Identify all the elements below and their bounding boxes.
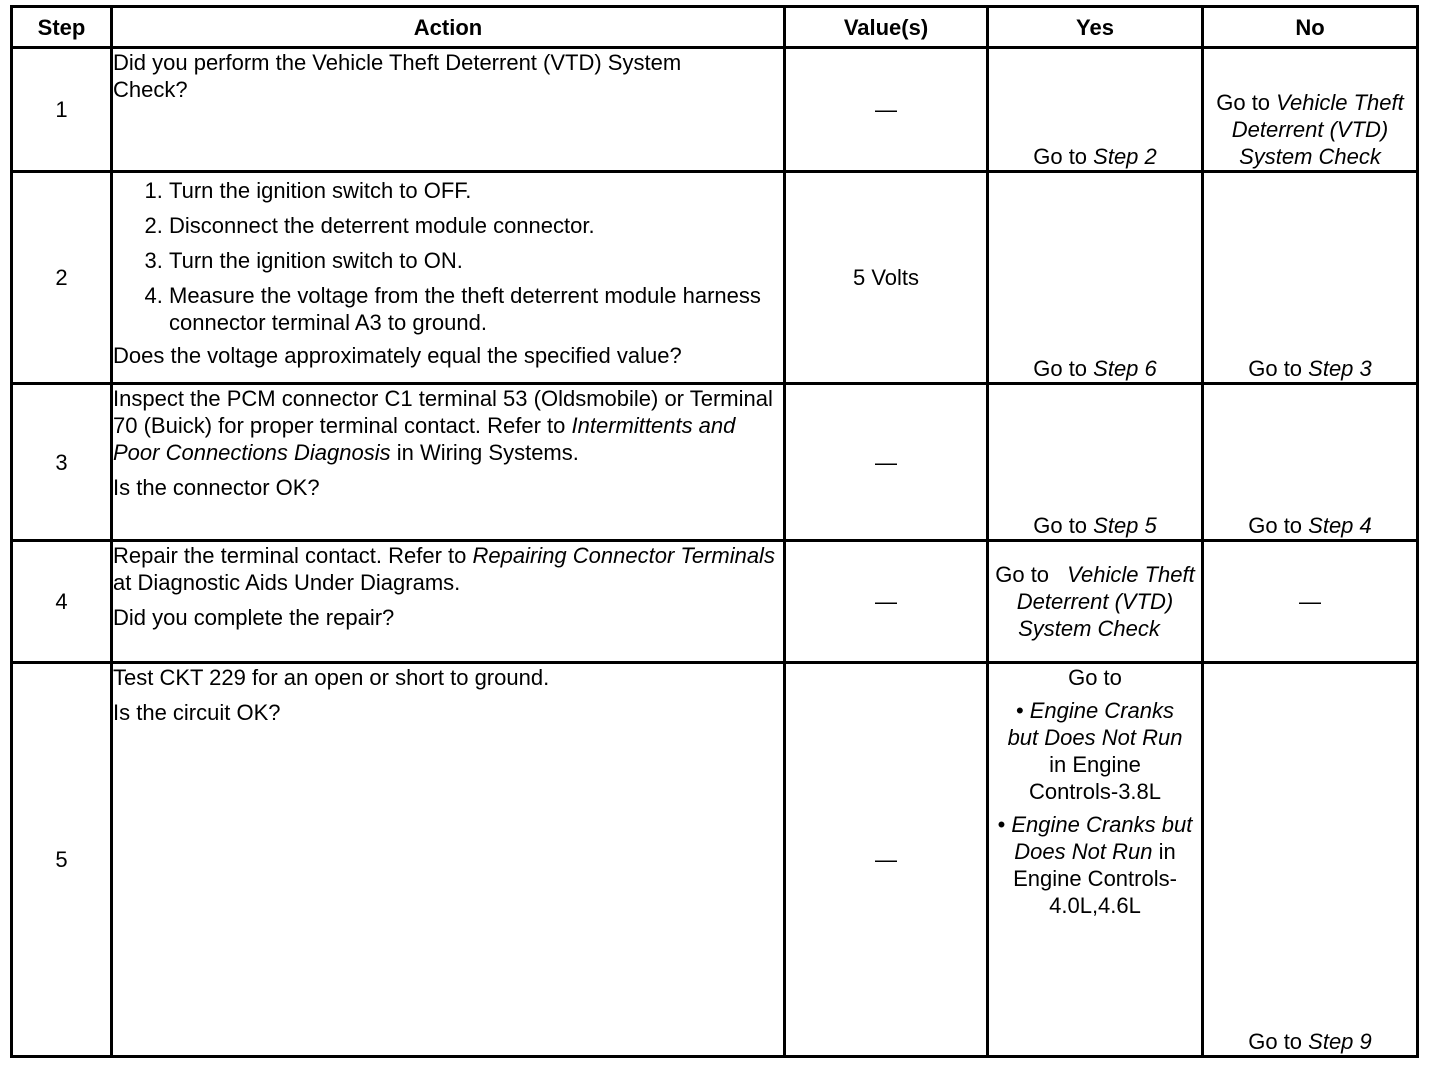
no-link[interactable]: Step 4 xyxy=(1308,513,1372,538)
action-text-pre: Inspect the PCM connector C1 terminal 53 (Oldsmobile) or Terminal 70 (Buick) for proper terminal contact. Refer to xyxy=(113,386,773,438)
action-cell xyxy=(112,541,785,663)
question-text: Is the circuit OK? xyxy=(113,700,281,725)
no-prefix: Go to xyxy=(1248,1029,1309,1054)
no-cell xyxy=(1203,384,1418,541)
question-text: Did you complete the repair? xyxy=(113,605,395,630)
header-step: Step xyxy=(12,7,112,48)
yes-prefix: Go to xyxy=(1068,665,1122,690)
yes-cell xyxy=(988,172,1203,384)
no-prefix: Go to xyxy=(1248,356,1309,381)
no-cell: — xyxy=(1203,541,1418,663)
yes-prefix: Go to xyxy=(1033,356,1094,381)
yes-goto-list xyxy=(989,697,1201,919)
step-number: 4 xyxy=(12,541,112,663)
header-no: No xyxy=(1203,7,1418,48)
no-cell xyxy=(1203,172,1418,384)
table-row xyxy=(12,172,1418,384)
step-number: 3 xyxy=(12,384,112,541)
header-values: Value(s) xyxy=(785,7,988,48)
procedure-step: 1. Turn the ignition switch to OFF. xyxy=(169,177,783,204)
bullet-icon: • xyxy=(997,812,1006,837)
goto-item xyxy=(989,697,1201,805)
no-link[interactable]: Step 9 xyxy=(1308,1029,1372,1054)
table-row xyxy=(12,541,1418,663)
yes-prefix: Go to xyxy=(1033,513,1094,538)
value-cell: — xyxy=(785,48,988,172)
action-text-post: at Diagnostic Aids Under Diagrams. xyxy=(113,570,461,595)
no-prefix: Go to xyxy=(1248,513,1309,538)
yes-cell xyxy=(988,541,1203,663)
yes-link[interactable]: Step 6 xyxy=(1093,356,1157,381)
no-prefix: Go to xyxy=(1216,90,1277,115)
table-row xyxy=(12,48,1418,172)
action-cell xyxy=(112,48,785,172)
procedure-step: 2. Disconnect the deterrent module connector. xyxy=(169,212,783,239)
header-action: Action xyxy=(112,7,785,48)
action-text: Did you perform the Vehicle Theft Deterrent (VTD) System Check? xyxy=(113,50,682,102)
value-cell: — xyxy=(785,384,988,541)
action-cell xyxy=(112,384,785,541)
action-text: Test CKT 229 for an open or short to ground. xyxy=(113,665,550,690)
reference-link[interactable]: Repairing Connector Terminals xyxy=(472,543,775,568)
reference-link[interactable]: Intermittents and Poor Connections Diagnosis xyxy=(113,413,736,465)
yes-link[interactable]: Step 5 xyxy=(1093,513,1157,538)
value-cell: 5 Volts xyxy=(785,172,988,384)
goto-item xyxy=(989,811,1201,919)
value-cell: — xyxy=(785,663,988,1057)
action-text-pre: Repair the terminal contact. Refer to xyxy=(113,543,473,568)
no-cell xyxy=(1203,663,1418,1057)
no-link[interactable]: Vehicle Theft Deterrent (VTD) System Check xyxy=(1231,90,1404,169)
step-number: 2 xyxy=(12,172,112,384)
action-text xyxy=(113,542,783,596)
step-number: 5 xyxy=(12,663,112,1057)
table-row xyxy=(12,663,1418,1057)
action-text-post: in Wiring Systems. xyxy=(390,440,579,465)
yes-cell xyxy=(988,48,1203,172)
yes-prefix: Go to xyxy=(995,562,1056,587)
yes-prefix: Go to xyxy=(1033,144,1094,169)
yes-link[interactable]: Step 2 xyxy=(1093,144,1157,169)
step-number: 1 xyxy=(12,48,112,172)
header-yes: Yes xyxy=(988,7,1203,48)
action-text xyxy=(113,385,783,466)
diagnostic-table xyxy=(10,5,1419,1058)
yes-suffix: in Engine Controls-3.8L xyxy=(1028,752,1162,804)
procedure-step: 4. Measure the voltage from the theft deterrent module harness connector terminal A3 to ground. xyxy=(169,282,783,336)
procedure-step: 3. Turn the ignition switch to ON. xyxy=(169,247,783,274)
yes-link[interactable]: Vehicle Theft Deterrent (VTD) System Check xyxy=(1016,562,1195,641)
question-text: Is the connector OK? xyxy=(113,475,320,500)
header-row xyxy=(12,7,1418,48)
bullet-icon: • xyxy=(1015,698,1024,723)
question-text: Does the voltage approximately equal the specified value? xyxy=(113,343,682,368)
action-cell xyxy=(112,172,785,384)
no-cell xyxy=(1203,48,1418,172)
table-row xyxy=(12,384,1418,541)
no-link[interactable]: Step 3 xyxy=(1308,356,1372,381)
value-cell: — xyxy=(785,541,988,663)
action-cell xyxy=(112,663,785,1057)
yes-cell xyxy=(988,663,1203,1057)
yes-suffix: in Engine Controls-4.0L,4.6L xyxy=(1013,839,1177,918)
yes-link[interactable]: Engine Cranks but Does Not Run xyxy=(1011,812,1193,864)
yes-link[interactable]: Engine Cranks but Does Not Run xyxy=(1007,698,1183,750)
yes-cell xyxy=(988,384,1203,541)
procedure-list xyxy=(113,177,783,336)
